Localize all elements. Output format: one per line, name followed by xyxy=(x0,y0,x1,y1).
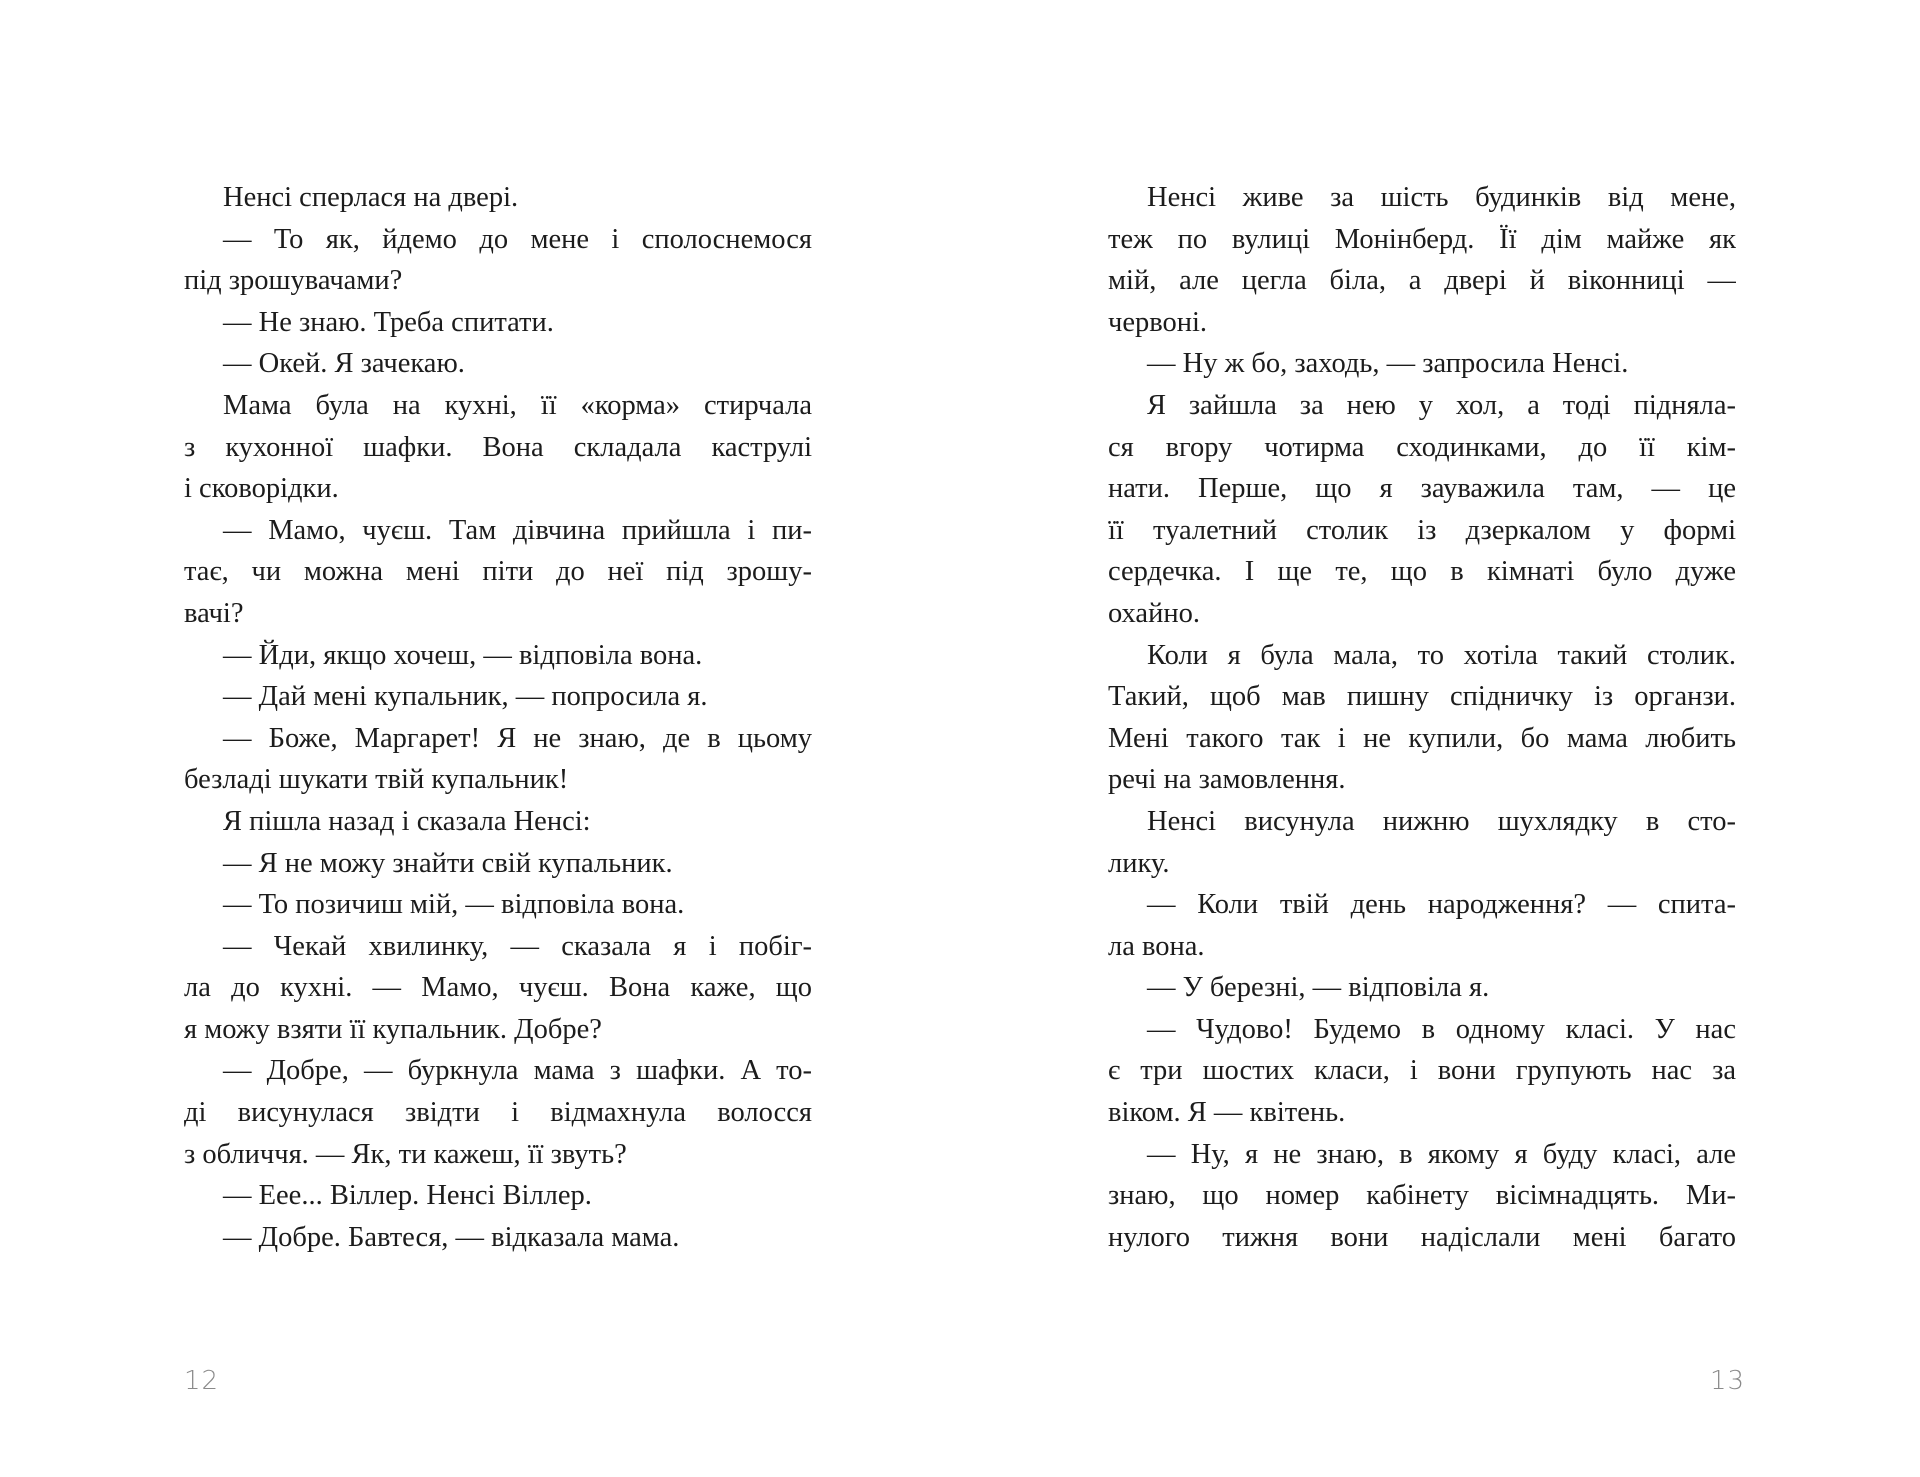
text-line: ла вона. xyxy=(1108,930,1205,962)
text-line: вачі? xyxy=(184,597,244,629)
text-line: тає, чи можна мені піти до неї під зрошу- xyxy=(184,556,812,588)
text-line: — Коли твій день народження? — спита- xyxy=(1147,889,1736,921)
text-line: — Ну, я не знаю, в якому я буду класі, але xyxy=(1147,1138,1736,1170)
text-line: — Добре, — буркнула мама з шафки. А то- xyxy=(223,1055,812,1087)
text-line: з обличчя. — Як, ти кажеш, її звуть? xyxy=(184,1138,627,1170)
text-line: — Боже, Маргарет! Я не знаю, де в цьому xyxy=(223,722,812,754)
text-line: безладі шукати твій купальник! xyxy=(184,764,569,796)
text-line: — Чекай хвилинку, — сказала я і побіг- xyxy=(223,930,812,962)
text-line: Мені такого так і не купили, бо мама любить xyxy=(1108,722,1736,754)
text-line: ді висунулася звідти і відмахнула волосся xyxy=(184,1097,812,1129)
text-line: — Ну ж бо, заходь, — запросила Ненсі. xyxy=(1147,348,1629,380)
text-line: Ненсі сперлася на двері. xyxy=(223,182,519,213)
text-line: її туалетний столик із дзеркалом у формі xyxy=(1108,514,1736,546)
text-line: нулого тижня вони надіслали мені багато xyxy=(1108,1221,1736,1253)
text-line: — То позичиш мій, — відповіла вона. xyxy=(223,889,685,921)
right-page-text xyxy=(1108,177,1736,1258)
text-line: — Еее... Віллер. Ненсі Віллер. xyxy=(223,1180,592,1212)
text-line: мій, але цегла біла, а двері й віконниці — xyxy=(1108,265,1736,297)
text-line: сердечка. І ще те, що в кімнаті було дуже xyxy=(1108,556,1736,588)
text-line: лику. xyxy=(1108,847,1170,879)
text-line: — Чудово! Будемо в одному класі. У нас xyxy=(1147,1013,1736,1045)
text-line: віком. Я — квітень. xyxy=(1108,1097,1346,1129)
text-line: Я зайшла за нею у хол, а тоді піднялa- xyxy=(1147,389,1736,421)
text-line: — У березні, — відповіла я. xyxy=(1147,972,1490,1004)
text-line: речі на замовлення. xyxy=(1108,764,1346,796)
text-line: Ненсі живе за шість будинків від мене, xyxy=(1147,182,1736,213)
text-line: з кухонної шафки. Вона складала каструлі xyxy=(184,431,812,463)
text-line: Мама була на кухні, її «корма» стирчала xyxy=(223,389,812,421)
text-line: — Окей. Я зачекаю. xyxy=(223,348,465,380)
text-line: червоні. xyxy=(1108,306,1208,338)
text-line: і сковорідки. xyxy=(184,473,339,505)
text-line: — Я не можу знайти свій купальник. xyxy=(223,847,673,879)
text-line: охайно. xyxy=(1108,597,1200,629)
text-line: — Мамо, чуєш. Там дівчина прийшла і пи- xyxy=(223,514,812,546)
text-line: я можу взяти її купальник. Добре? xyxy=(184,1013,602,1045)
text-line: ся вгору чотирма сходинками, до її кім- xyxy=(1108,431,1736,463)
page-number-right: 13 xyxy=(1710,1366,1746,1396)
text-line: теж по вулиці Монінберд. Її дім майже як xyxy=(1108,223,1736,255)
text-line: під зрошувачами? xyxy=(184,265,403,297)
text-line: знаю, що номер кабінету вісімнадцять. Ми- xyxy=(1108,1180,1736,1212)
text-line: ла до кухні. — Мамо, чуєш. Вона каже, що xyxy=(184,972,812,1004)
text-line: — Йди, якщо хочеш, — відповіла вона. xyxy=(223,639,703,671)
page-number-left: 12 xyxy=(184,1366,220,1396)
text-line: — Добре. Бавтеся, — відказала мама. xyxy=(223,1221,680,1253)
text-line: Ненсі висунула нижню шухлядку в сто- xyxy=(1147,805,1736,837)
text-line: — То як, йдемо до мене і сполоснемося xyxy=(223,223,812,255)
text-line: — Дай мені купальник, — попросила я. xyxy=(223,681,708,713)
text-line: Коли я була мала, то хотіла такий столик. xyxy=(1147,639,1736,671)
text-line: Я пішла назад і сказала Ненсі: xyxy=(223,805,591,837)
text-line: — Не знаю. Треба спитати. xyxy=(223,306,554,338)
text-line: Такий, щоб мав пишну спідничку із органзи. xyxy=(1108,681,1736,713)
text-line: нати. Перше, що я зауважила там, — це xyxy=(1108,473,1736,505)
text-line: є три шостих класи, і вони групують нас за xyxy=(1108,1055,1736,1087)
left-page-text xyxy=(184,177,812,1258)
